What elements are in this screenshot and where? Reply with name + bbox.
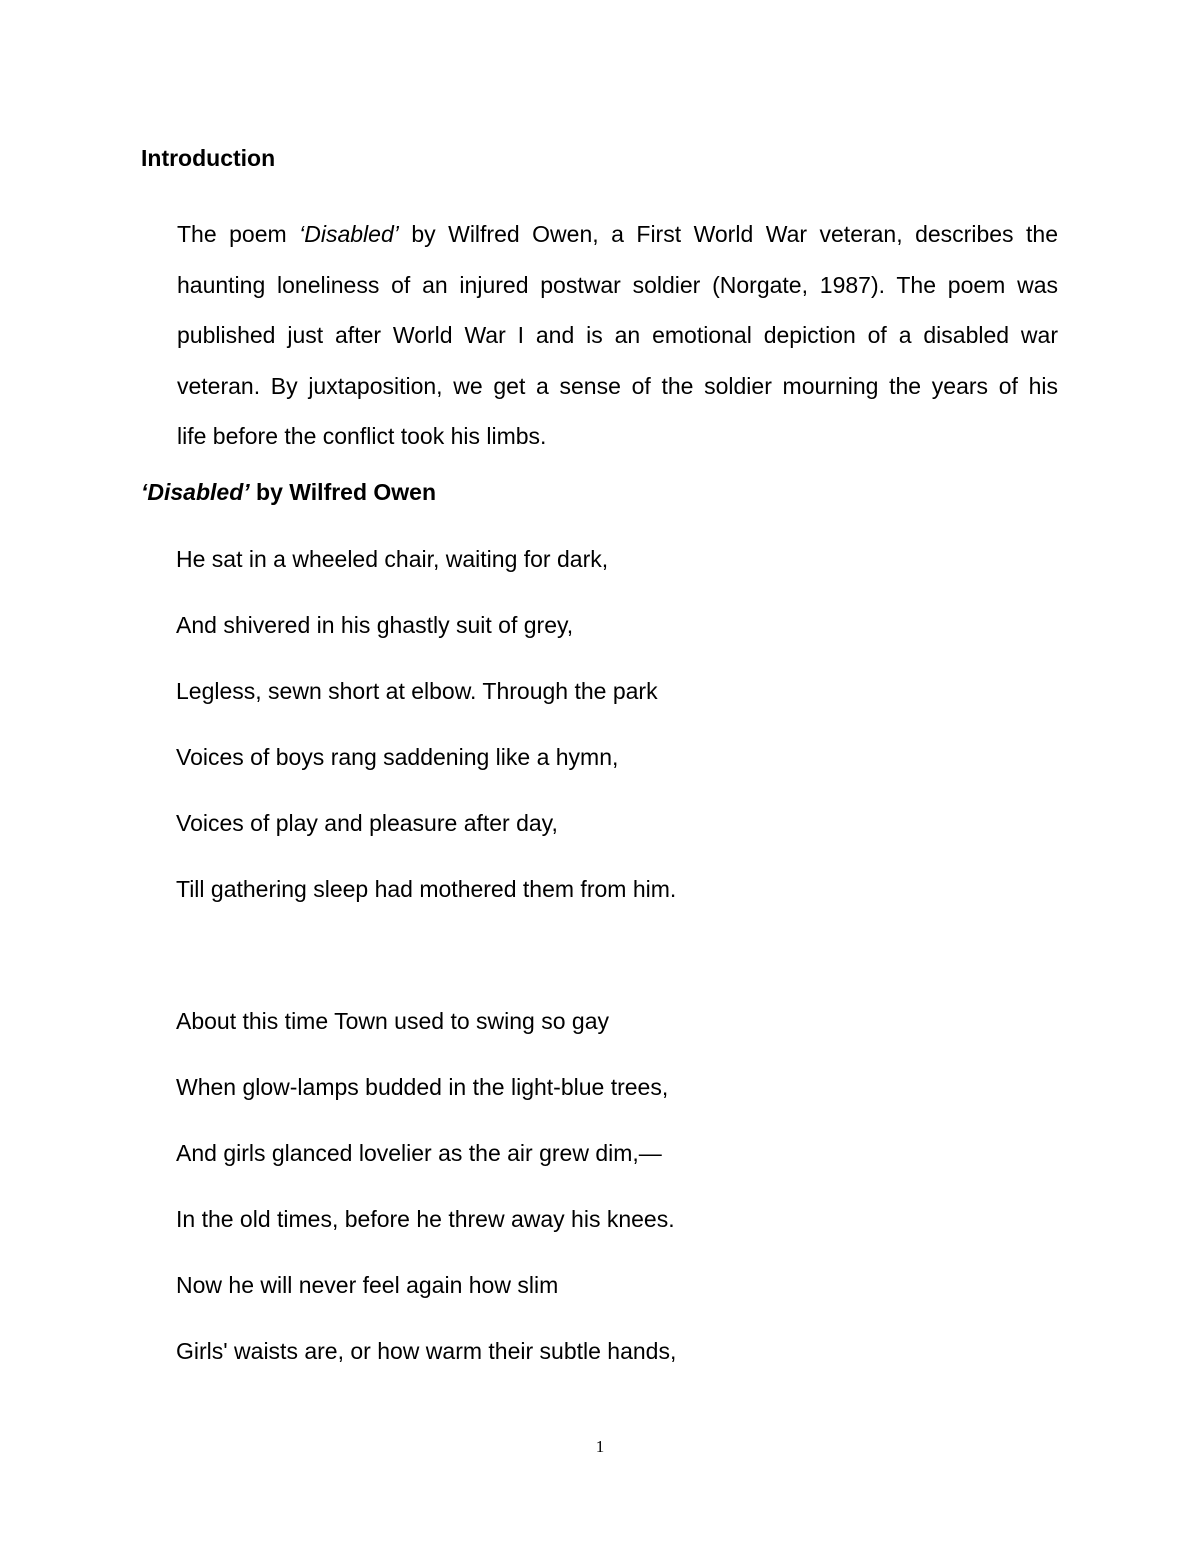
page-number: 1 (595, 1437, 605, 1456)
paragraph-line: published just after World War I and is an emotional depiction of a disabled war (177, 322, 1058, 348)
poem-line: Girls' waists are, or how warm their subtle hands, (176, 1338, 677, 1364)
paragraph-line: haunting loneliness of an injured postwar soldier (Norgate, 1987). The poem was (177, 271, 1058, 298)
paragraph-line-text: The poem (177, 221, 300, 247)
poem-line: Voices of boys rang saddening like a hymn, (176, 744, 619, 770)
poem-title-italic: ‘Disabled’ (299, 221, 399, 247)
poem-line: Legless, sewn short at elbow. Through the park (176, 678, 658, 704)
poem-line: About this time Town used to swing so gay (176, 1008, 609, 1034)
paragraph-line-text: by Wilfred Owen, a First World War veteran, describes the (398, 221, 1058, 247)
poem-heading-author: by Wilfred Owen (249, 479, 437, 505)
poem-line: Now he will never feel again how slim (176, 1272, 559, 1298)
paragraph-line: life before the conflict took his limbs. (177, 423, 547, 449)
poem-heading-title: ‘Disabled’ (141, 479, 250, 505)
paragraph-line: veteran. By juxtaposition, we get a sense of the soldier mourning the years of his (177, 372, 1058, 399)
poem-line: He sat in a wheeled chair, waiting for dark, (176, 546, 609, 572)
poem-line: In the old times, before he threw away his knees. (176, 1206, 675, 1232)
poem-heading (141, 481, 436, 504)
poem-line: And girls glanced lovelier as the air grew dim,— (176, 1140, 662, 1166)
introduction-heading: Introduction (141, 145, 276, 171)
poem-line: When glow-lamps budded in the light-blue trees, (176, 1074, 669, 1100)
introduction-paragraph (141, 209, 1058, 462)
poem-line: And shivered in his ghastly suit of grey, (176, 612, 574, 638)
poem-line: Till gathering sleep had mothered them from him. (176, 876, 677, 902)
poem-line: Voices of play and pleasure after day, (176, 810, 558, 836)
paragraph-line (141, 209, 1058, 260)
